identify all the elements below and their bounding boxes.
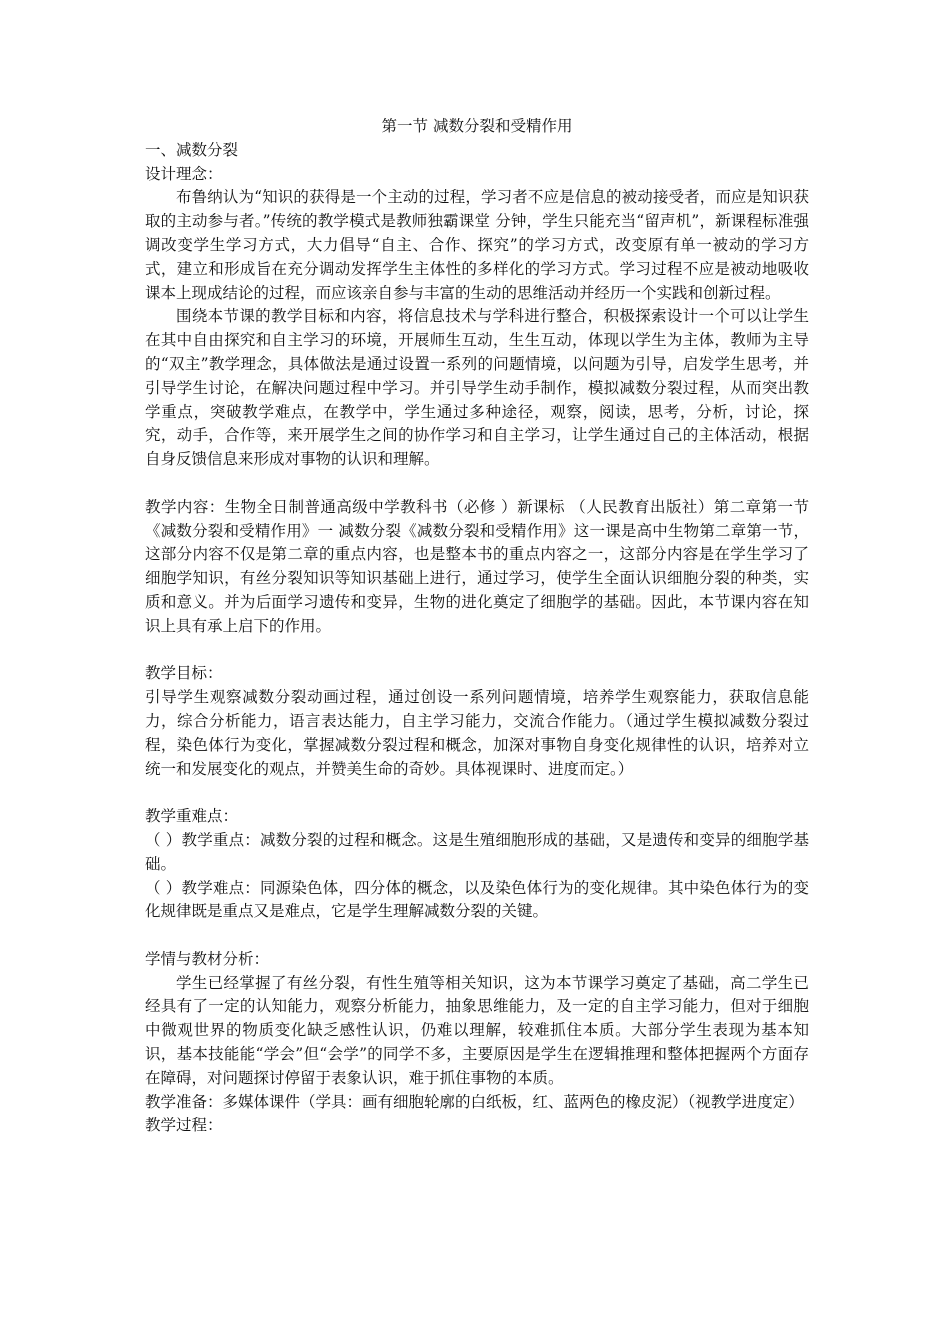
spacer — [145, 781, 809, 805]
spacer — [145, 924, 809, 948]
spacer — [145, 472, 809, 496]
goals-paragraph: 引导学生观察减数分裂动画过程，通过创设一系列问题情境，培养学生观察能力，获取信息能力，综合分析能力，语言表达能力，自主学习能力，交流合作能力。（通过学生模拟减数分裂过程，染色体行为变化，掌握减数分裂过程和概念，加深对事物自身变化规律性的认识，培养对立统一和发展变化的观点，并赞美生命的奇妙。具体视课时、进度而定。） — [145, 688, 809, 778]
keypoints-heading: 教学重难点： — [145, 807, 239, 826]
document-title: 第一节 减数分裂和受精作用 — [381, 117, 573, 135]
content-paragraph: 教学内容：生物全日制普通高级中学教科书（必修 ）新课标 （人民教育出版社）第二章第一节《减数分裂和受精作用》一 减数分裂《减数分裂和受精作用》这一课是高中生物第二章第一节，这部分内容不仅是第二章的重点内容，也是整本书的重点内容之一，这部分内容是在学生学习了细胞学知识，有丝分裂知识等知识基础上进行，通过学习，使学生全面认识细胞分裂的种类，实质和意义。并为后面学习遗传和变异，生物的进化奠定了细胞学的基础。因此，本节课内容在知识上具有承上启下的作用。 — [145, 497, 809, 635]
prep-paragraph: 教学准备：多媒体课件（学具：画有细胞轮廓的白纸板，红、蓝两色的橡皮泥）（视教学进度定） — [145, 1092, 804, 1111]
section-heading: 一、减数分裂 — [145, 140, 239, 159]
design-paragraph-2: 围绕本节课的教学目标和内容，将信息技术与学科进行整合，积极探索设计一个可以让学生在其中自由探究和自主学习的环境，开展师生互动，生生互动，体现以学生为主体，教师为主导的“双主”教学理念，具体做法是通过设置一系列的问题情境，以问题为引导，启发学生思考，并引导学生讨论，在解决问题过程中学习。并引导学生动手制作，模拟减数分裂过程，从而突出教学重点，突破教学难点，在教学中，学生通过多种途径，观察，阅读，思考，分析，讨论，探究，动手，合作等，来开展学生之间的协作学习和自主学习，让学生通过自己的主体活动，根据自身反馈信息来形成对事物的认识和理解。 — [145, 307, 809, 469]
goals-heading: 教学目标： — [145, 664, 223, 683]
keypoint-item-1: （ ）教学重点：减数分裂的过程和概念。这是生殖细胞形成的基础，又是遗传和变异的细胞学基础。 — [145, 830, 809, 873]
analysis-paragraph: 学生已经掌握了有丝分裂，有性生殖等相关知识，这为本节课学习奠定了基础，高二学生已经具有了一定的认知能力，观察分析能力，抽象思维能力，及一定的自主学习能力，但对于细胞中微观世界的物质变化缺乏感性认识，仍难以理解，较难抓住本质。大部分学生表现为基本知识，基本技能能“学会”但“会学”的同学不多，主要原因是学生在逻辑推理和整体把握两个方面存在障碍，对问题探讨停留于表象认识，难于抓住事物的本质。 — [145, 973, 809, 1087]
process-heading: 教学过程： — [145, 1116, 223, 1135]
keypoint-item-2: （ ）教学难点：同源染色体，四分体的概念，以及染色体行为的变化规律。其中染色体行为的变化规律既是重点又是难点，它是学生理解减数分裂的关键。 — [145, 878, 809, 921]
design-heading: 设计理念： — [145, 164, 223, 183]
document-page — [145, 108, 809, 1138]
analysis-heading: 学情与教材分析： — [145, 949, 270, 968]
design-paragraph-1: 布鲁纳认为“知识的获得是一个主动的过程，学习者不应是信息的被动接受者，而应是知识获取的主动参与者。”传统的教学模式是教师独霸课堂 分钟，学生只能充当“留声机”，新课程标准强调改变学生学习方式，大力倡导“自主、合作、探究”的学习方式，改变原有单一被动的学习方式，建立和形成旨在充分调动发挥学生主体性的多样化的学习方式。学习过程不应是被动地吸收课本上现成结论的过程，而应该亲自参与丰富的生动的思维活动并经历一个实践和创新过程。 — [145, 188, 809, 302]
spacer — [145, 639, 809, 663]
